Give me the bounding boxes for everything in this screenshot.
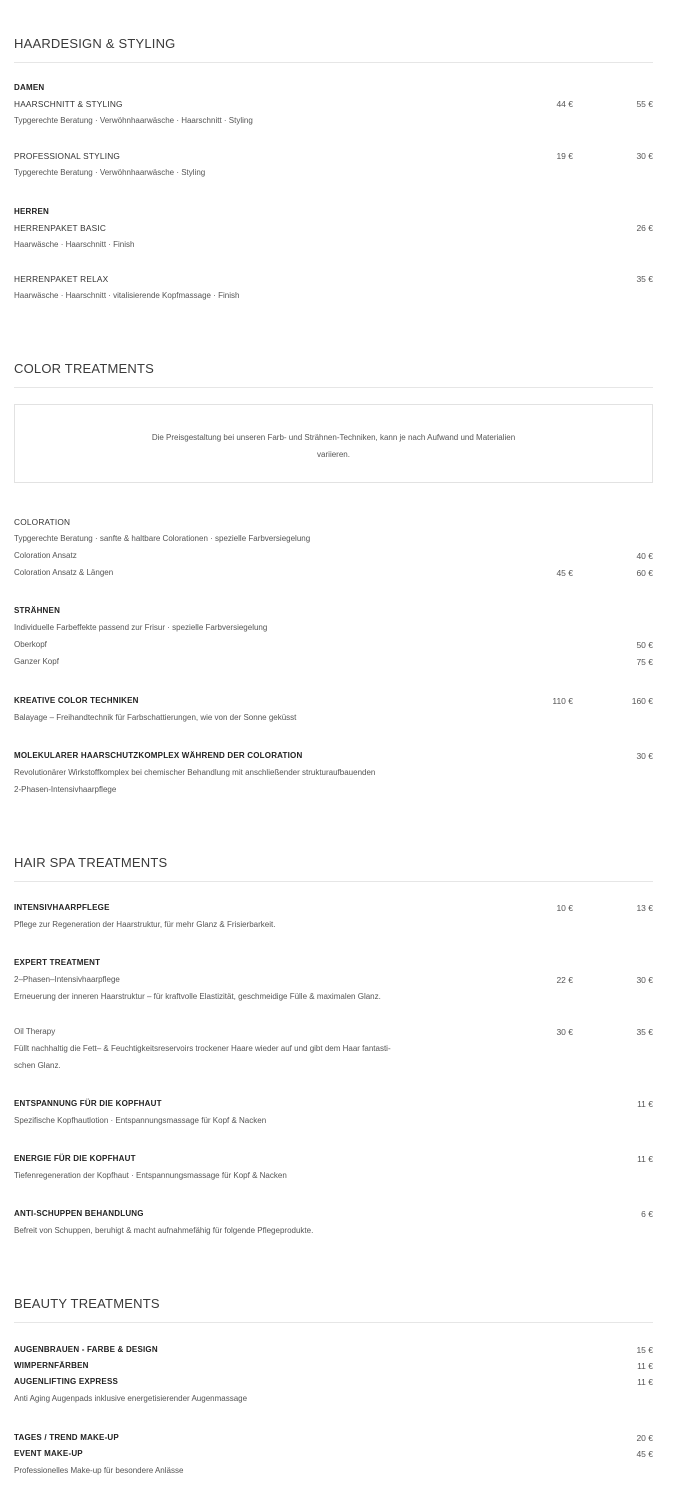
list-item: [14, 1360, 653, 1372]
price-long: 30 €: [636, 151, 653, 161]
price-long: 35 €: [636, 1027, 653, 1037]
item-description: Pflege zur Regeneration der Haarstruktur, für mehr Glanz & Frisierbarkeit.: [14, 920, 276, 929]
price-short: 45 €: [556, 568, 573, 578]
price-long: 75 €: [636, 657, 653, 667]
item-description: 2-Phasen-Intensivhaarpflege: [14, 785, 117, 794]
item-name: AUGENLIFTING EXPRESS: [14, 1377, 119, 1386]
price-long: 55 €: [636, 99, 653, 109]
list-item: [14, 1208, 653, 1220]
list-item: [14, 1448, 653, 1460]
list-item: [14, 605, 653, 617]
item-description: Befreit von Schuppen, beruhigt & macht aufnahmefähig für folgende Pflegeprodukte.: [14, 1226, 314, 1235]
section-beauty: [14, 1296, 653, 1323]
price-long: 35 €: [636, 274, 653, 284]
price-short: 44 €: [556, 99, 573, 109]
section-title: HAIR SPA TREATMENTS: [14, 855, 168, 870]
sub-item: Coloration Ansatz 40 €: [14, 551, 653, 561]
list-item: [14, 957, 653, 969]
section-title: HAARDESIGN & STYLING: [14, 36, 176, 51]
color-list: [14, 516, 653, 806]
category-heading: HERREN: [14, 207, 49, 216]
item-name: PROFESSIONAL STYLING: [14, 151, 121, 161]
item-description: Füllt nachhaltig die Fett– & Feuchtigkeitsreservoirs trockener Haare wieder auf und gibt dem Haar fantasti-: [14, 1044, 391, 1053]
price-long: 11 €: [637, 1099, 653, 1109]
item-description: Individuelle Farbeffekte passend zur Frisur · spezielle Farbversiegelung: [14, 623, 268, 632]
price-long: 40 €: [636, 551, 653, 561]
item-description: Typgerechte Beratung · Verwöhnhaarwäsche · Styling: [14, 168, 206, 177]
list-item: [14, 150, 653, 162]
list-item: [14, 1098, 653, 1110]
price-short: 30 €: [556, 1027, 573, 1037]
price-long: 160 €: [631, 696, 653, 706]
divider: [14, 62, 653, 63]
item-name: KREATIVE COLOR TECHNIKEN: [14, 696, 139, 705]
item-name: EXPERT TREATMENT: [14, 958, 101, 967]
price-long: 11 €: [637, 1154, 653, 1164]
divider: [14, 387, 653, 388]
list-item: [14, 273, 653, 285]
divider: [14, 881, 653, 882]
list-item: [14, 902, 653, 914]
price-short: 19 €: [556, 151, 573, 161]
item-name: ENERGIE FÜR DIE KOPFHAUT: [14, 1154, 136, 1163]
section-color: [14, 361, 653, 388]
item-description: Haarwäsche · Haarschnitt · Finish: [14, 240, 135, 249]
price-long: 13 €: [636, 903, 653, 913]
item-name: COLORATION: [14, 517, 71, 527]
haardesign-list: [14, 82, 653, 312]
item-name: ENTSPANNUNG FÜR DIE KOPFHAUT: [14, 1099, 162, 1108]
item-description: Anti Aging Augenpads inklusive energetisierender Augenmassage: [14, 1394, 248, 1403]
price-long: 30 €: [636, 751, 653, 761]
list-item: [14, 516, 653, 528]
item-name: INTENSIVHAARPFLEGE: [14, 903, 110, 912]
sub-item: Coloration Ansatz & Längen 45 € 60 €: [14, 568, 653, 578]
sub-item: Oberkopf 50 €: [14, 640, 653, 650]
section-title: BEAUTY TREATMENTS: [14, 1296, 160, 1311]
price-long: 11 €: [637, 1361, 653, 1371]
item-description: schen Glanz.: [14, 1061, 61, 1070]
hairspa-list: [14, 902, 653, 1242]
item-description: Revolutionärer Wirkstoffkomplex bei chemischer Behandlung mit anschließender strukturaufbauenden: [14, 768, 376, 777]
sub-item: Ganzer Kopf 75 €: [14, 657, 653, 667]
item-description: Typgerechte Beratung · sanfte & haltbare Colorationen · spezielle Farbversiegelung: [14, 534, 311, 543]
price-short: 10 €: [556, 903, 573, 913]
item-description: Tiefenregeneration der Kopfhaut · Entspannungsmassage für Kopf & Nacken: [14, 1171, 287, 1180]
price-long: 20 €: [636, 1433, 653, 1443]
section-title: COLOR TREATMENTS: [14, 361, 154, 376]
item-name: STRÄHNEN: [14, 606, 61, 615]
item-name: TAGES / TREND MAKE-UP: [14, 1433, 119, 1442]
list-item: [14, 222, 653, 234]
category-heading: DAMEN: [14, 83, 45, 92]
pricing-note-box: [14, 404, 653, 483]
price-long: 11 €: [637, 1377, 653, 1387]
item-name: HAARSCHNITT & STYLING: [14, 99, 123, 109]
section-haardesign: [14, 36, 653, 63]
item-name: HERRENPAKET BASIC: [14, 223, 107, 233]
pricing-note: Die Preisgestaltung bei unseren Farb- und Strähnen-Techniken, kann je nach Aufwand und Materialien variieren.: [151, 433, 516, 459]
divider: [14, 1322, 653, 1323]
list-item: [14, 1432, 653, 1444]
item-name: WIMPERNFÄRBEN: [14, 1361, 89, 1370]
list-item: [14, 1344, 653, 1356]
list-item: [14, 1153, 653, 1165]
price-long: 50 €: [636, 640, 653, 650]
sub-item: 2–Phasen–Intensivhaarpflege 22 € 30 €: [14, 975, 653, 985]
list-item: [14, 750, 653, 762]
price-long: 6 €: [641, 1209, 653, 1219]
list-item: [14, 1026, 653, 1038]
list-item: [14, 695, 653, 707]
price-long: 15 €: [636, 1345, 653, 1355]
price-long: 30 €: [636, 975, 653, 985]
price-short: 22 €: [556, 975, 573, 985]
price-long: 45 €: [636, 1449, 653, 1459]
item-description: Erneuerung der inneren Haarstruktur – für kraftvolle Elastizität, geschmeidige Fülle & maximalen Glanz.: [14, 992, 381, 1001]
item-description: Typgerechte Beratung · Verwöhnhaarwäsche · Haarschnitt · Styling: [14, 116, 253, 125]
item-name: ANTI-SCHUPPEN BEHANDLUNG: [14, 1209, 144, 1218]
item-name: EVENT MAKE-UP: [14, 1449, 83, 1458]
item-description: Balayage – Freihandtechnik für Farbschattierungen, wie von der Sonne geküsst: [14, 713, 297, 722]
beauty-list: [14, 1344, 653, 1484]
item-name: Oil Therapy: [14, 1027, 56, 1036]
price-long: 26 €: [636, 223, 653, 233]
price-short: 110 €: [552, 696, 573, 706]
item-description: Professionelles Make-up für besondere Anlässe: [14, 1466, 184, 1475]
list-item: [14, 98, 653, 110]
item-name: HERRENPAKET RELAX: [14, 274, 109, 284]
item-name: AUGENBRAUEN - FARBE & DESIGN: [14, 1345, 158, 1354]
price-long: 60 €: [636, 568, 653, 578]
list-item: [14, 1376, 653, 1388]
item-description: Haarwäsche · Haarschnitt · vitalisierende Kopfmassage · Finish: [14, 291, 240, 300]
item-name: MOLEKULARER HAARSCHUTZKOMPLEX WÄHREND DER COLORATION: [14, 751, 303, 760]
item-description: Spezifische Kopfhautlotion · Entspannungsmassage für Kopf & Nacken: [14, 1116, 267, 1125]
section-hairspa: [14, 855, 653, 882]
